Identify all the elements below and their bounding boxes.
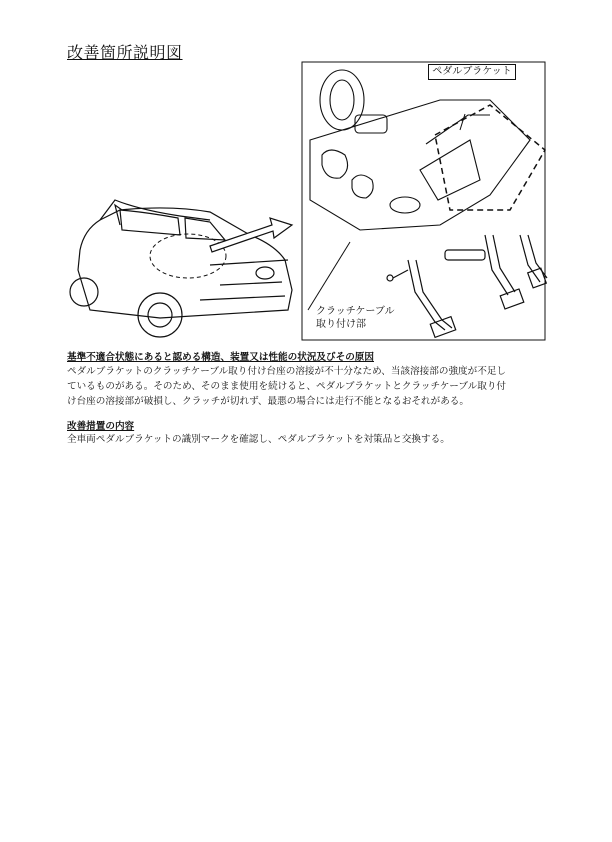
pedal-bracket-callout: ペダルブラケット [428,64,516,80]
cause-line: ているものがある。そのため、そのまま使用を続けると、ペダルブラケットとクラッチケーブル取り付 [67,381,507,392]
car-illustration [70,200,292,337]
recall-diagram [60,60,550,350]
leader-line-bracket [460,114,465,130]
cause-body [67,364,567,409]
clutch-cable-callout-line: 取り付け部 [316,319,366,330]
pedal-assembly-drawing [310,70,530,230]
highlight-area [150,234,226,278]
measure-heading: 改善措置の内容 [67,421,135,432]
leader-line-clutch [308,242,350,310]
page-title: 改善箇所説明図 [67,43,183,62]
pedals [387,235,547,337]
cause-heading: 基準不適合状態にあると認める構造、装置又は性能の状況及びその原因 [67,352,374,363]
clutch-cable-callout [316,305,395,331]
cause-line: ペダルブラケットのクラッチケーブル取り付け台座の溶接が不十分なため、当該溶接部の強度が不足し [67,366,507,377]
cause-line: け台座の溶接部が破損し、クラッチが切れず、最悪の場合には走行不能となるおそれがある。 [67,396,469,407]
pointer-arrow [210,218,292,252]
clutch-cable-callout-line: クラッチケーブル [316,306,395,317]
detail-frame [302,62,545,340]
measure-body: 全車両ペダルブラケットの識別マークを確認し、ペダルブラケットを対策品と交換する。 [67,434,450,445]
